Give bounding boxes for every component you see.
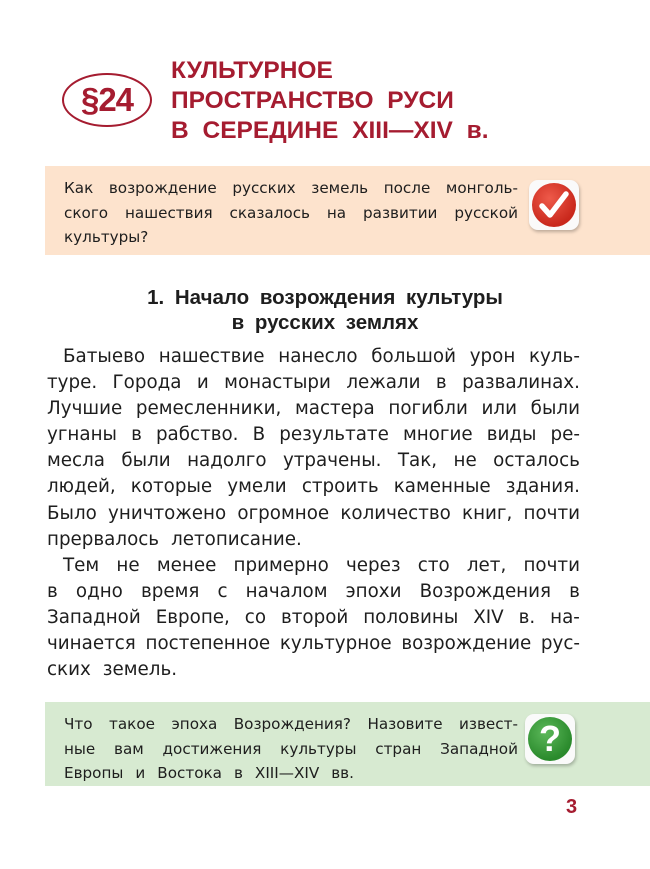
paragraph: [47, 553, 580, 683]
text-line: угнаны в рабство. В результате многие виды ре-: [47, 424, 580, 446]
text-line: Что такое эпоха Возрождения? Назовите извест-: [64, 715, 518, 733]
text-line: Европы и Востока в XIII—XIV вв.: [64, 764, 354, 782]
chapter-header: [0, 0, 650, 160]
title-line: В СЕРЕДИНЕ XIII—XIV в.: [171, 117, 489, 144]
text-line: Было уничтожено огромное количество книг, почти: [47, 502, 580, 524]
intro-question-box: [45, 166, 650, 255]
text-line: прервалось летописание.: [47, 528, 302, 550]
text-line: Батыево нашествие нанесло большой урон куль-: [63, 346, 580, 367]
text-line: людей, которые умели строить каменные здания.: [47, 476, 580, 498]
text-line: Как возрождение русских земель после монголь-: [64, 179, 518, 197]
title-line: КУЛЬТУРНОЕ: [171, 57, 333, 84]
question-mark-icon: ?: [528, 717, 572, 761]
text-line: ского нашествия сказалось на развитии русской: [64, 203, 518, 222]
paragraph: [47, 344, 580, 553]
text-line: ских земель.: [47, 659, 178, 681]
chapter-title: [171, 56, 489, 146]
checkmark-icon: [532, 183, 576, 227]
text-line: в одно время с началом эпохи Возрождения в: [47, 580, 580, 602]
text-line: Западной Европе, со второй половины XIV в. на-: [47, 606, 580, 628]
question-tile: [525, 714, 575, 764]
page-number: 3: [566, 796, 578, 818]
heading-line: в русских землях: [231, 311, 419, 334]
review-question-text: [64, 712, 518, 786]
heading-line: 1. Начало возрождения культуры: [147, 286, 503, 309]
review-question-box: [45, 702, 650, 786]
text-line: туре. Города и монастыри лежали в развалинах.: [47, 372, 580, 394]
text-line: культуры?: [64, 228, 149, 246]
title-line: ПРОСТРАНСТВО РУСИ: [171, 87, 454, 114]
section-heading: [0, 285, 650, 335]
text-line: Тем не менее примерно через сто лет, почти: [63, 554, 580, 576]
text-line: чинается постепенное культурное возрождение рус-: [47, 633, 580, 655]
section-body: [47, 344, 580, 683]
text-line: месла были надолго утрачены. Так, не осталось: [47, 450, 580, 472]
checkmark-tile: [529, 180, 579, 230]
text-line: ные вам достижения культуры стран Западной: [64, 739, 518, 758]
intro-question-text: [64, 176, 518, 250]
text-line: Лучшие ремесленники, мастера погибли или были: [47, 398, 580, 420]
paragraph-number-badge: §24: [62, 73, 152, 127]
